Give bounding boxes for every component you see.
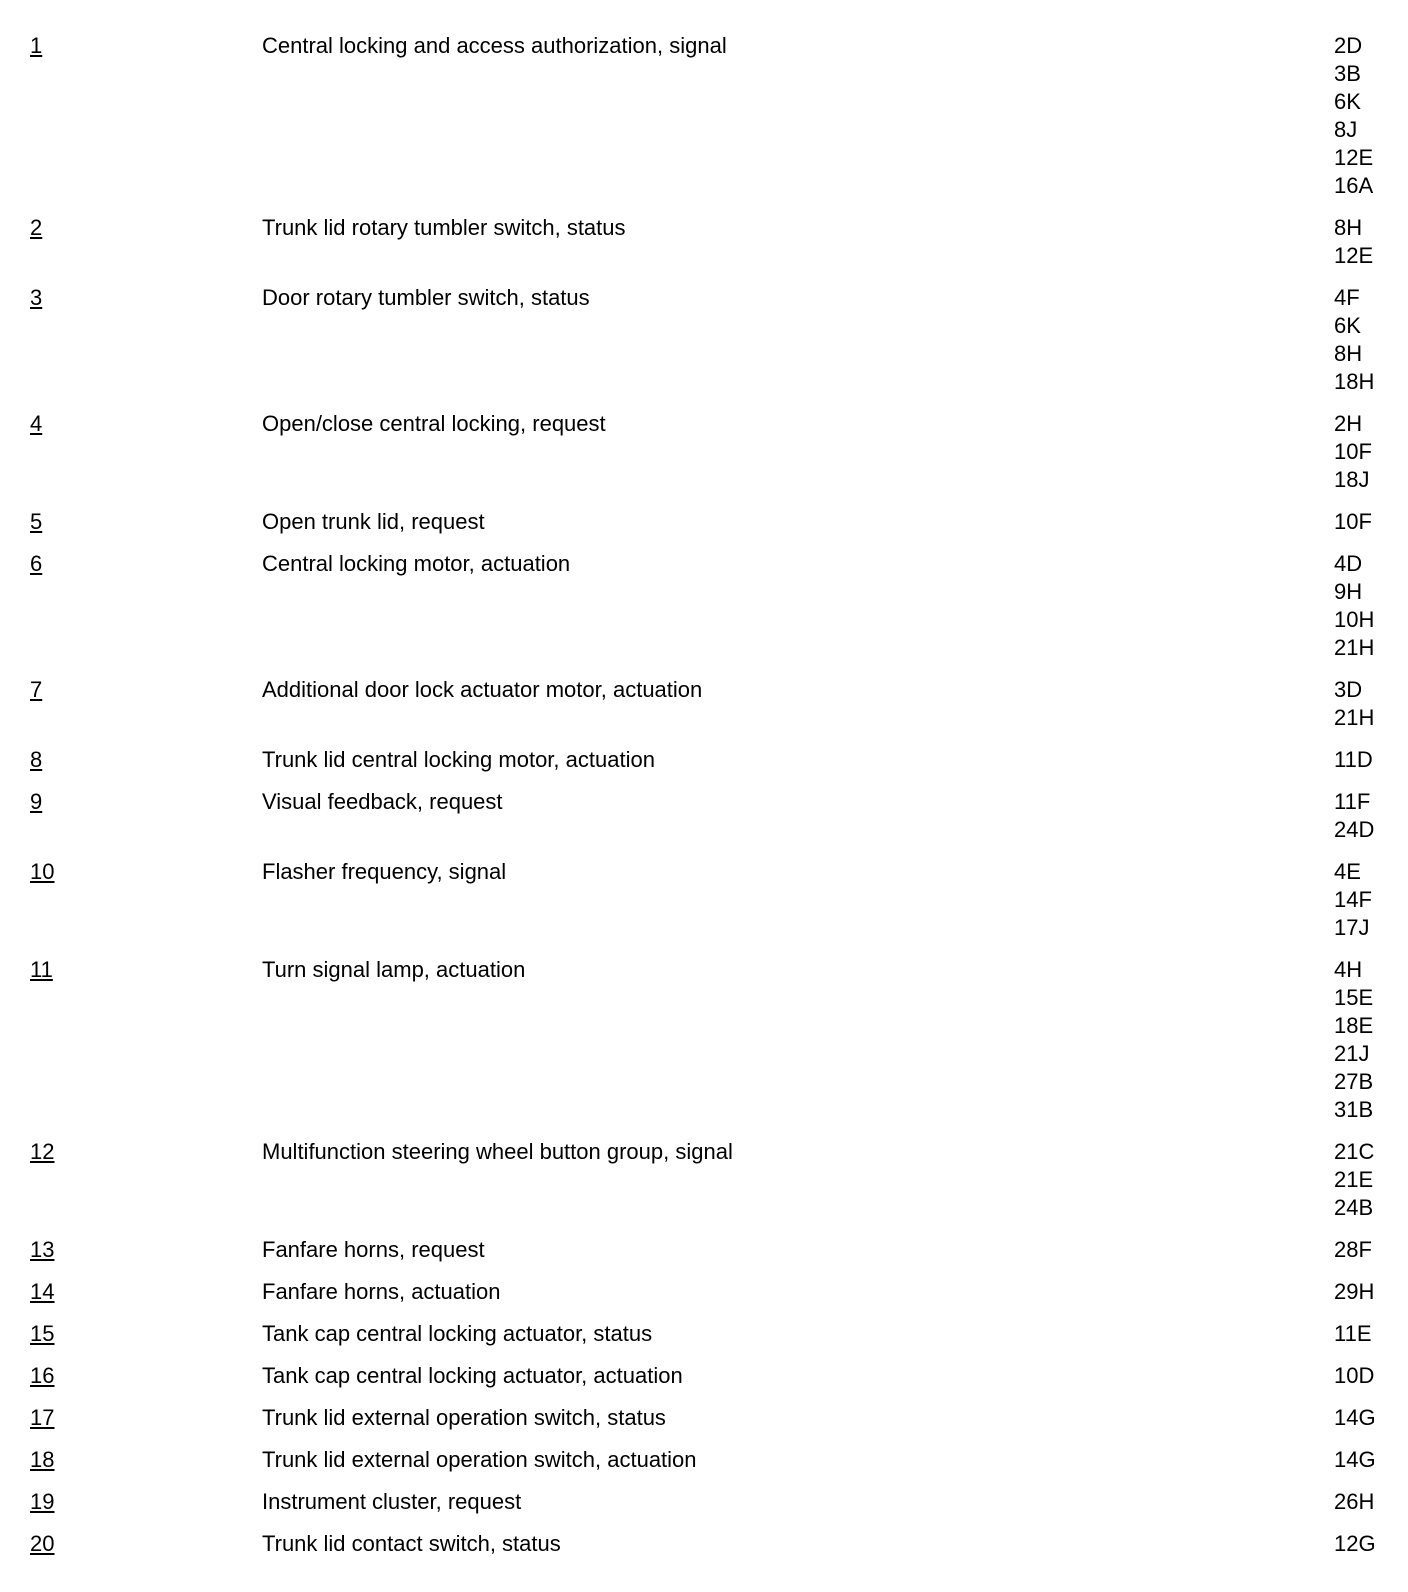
legend-row — [0, 1446, 1408, 1474]
grid-reference-list — [1334, 508, 1408, 536]
grid-reference: 2H — [1334, 411, 1363, 436]
legend-description: Trunk lid contact switch, status — [262, 1531, 561, 1556]
legend-row — [0, 1362, 1408, 1390]
grid-reference-list — [1334, 1138, 1408, 1222]
legend-description: Tank cap central locking actuator, actuation — [262, 1363, 683, 1388]
legend-number-link[interactable]: 12 — [30, 1139, 55, 1164]
grid-reference: 11F — [1334, 789, 1371, 814]
legend-row — [0, 1278, 1408, 1306]
legend-row — [0, 1138, 1408, 1222]
grid-reference: 14F — [1334, 887, 1372, 912]
grid-reference: 3D — [1334, 677, 1363, 702]
grid-reference-list — [1334, 1446, 1408, 1474]
grid-reference: 31B — [1334, 1097, 1374, 1122]
legend-description: Tank cap central locking actuator, status — [262, 1321, 653, 1346]
legend-description: Fanfare horns, actuation — [262, 1279, 501, 1304]
grid-reference: 24B — [1334, 1195, 1374, 1220]
legend-description: Trunk lid rotary tumbler switch, status — [262, 215, 626, 240]
grid-reference-list — [1334, 788, 1408, 844]
legend-number-link[interactable]: 17 — [30, 1405, 55, 1430]
legend-number-link[interactable]: 1 — [30, 33, 43, 58]
grid-reference: 8J — [1334, 117, 1358, 142]
grid-reference: 18H — [1334, 369, 1375, 394]
legend-row — [0, 1488, 1408, 1516]
legend-description: Fanfare horns, request — [262, 1237, 485, 1262]
grid-reference: 10F — [1334, 509, 1372, 534]
legend-row — [0, 214, 1408, 270]
legend-number-link[interactable]: 8 — [30, 747, 43, 772]
grid-reference: 12E — [1334, 243, 1374, 268]
grid-reference: 24D — [1334, 817, 1375, 842]
legend-number-link[interactable]: 11 — [30, 957, 53, 982]
grid-reference: 8H — [1334, 341, 1363, 366]
grid-reference: 14G — [1334, 1405, 1376, 1430]
grid-reference: 21H — [1334, 705, 1375, 730]
legend-description: Open/close central locking, request — [262, 411, 606, 436]
grid-reference: 28F — [1334, 1237, 1372, 1262]
legend-number-link[interactable]: 9 — [30, 789, 43, 814]
legend-description: Additional door lock actuator motor, actuation — [262, 677, 703, 702]
legend-description: Trunk lid central locking motor, actuation — [262, 747, 655, 772]
legend-row — [0, 746, 1408, 774]
grid-reference: 11D — [1334, 747, 1373, 772]
grid-reference-list — [1334, 32, 1408, 200]
grid-reference: 3B — [1334, 61, 1361, 86]
grid-reference-list — [1334, 284, 1408, 396]
legend-number-link[interactable]: 14 — [30, 1279, 55, 1304]
grid-reference: 10D — [1334, 1363, 1375, 1388]
grid-reference: 21H — [1334, 635, 1375, 660]
legend-row — [0, 788, 1408, 844]
legend-number-link[interactable]: 10 — [30, 859, 55, 884]
grid-reference-list — [1334, 1362, 1408, 1390]
legend-row — [0, 1530, 1408, 1558]
legend-row — [0, 1404, 1408, 1432]
grid-reference-list — [1334, 676, 1408, 732]
legend-description: Flasher frequency, signal — [262, 859, 507, 884]
legend-number-link[interactable]: 3 — [30, 285, 43, 310]
legend-number-link[interactable]: 13 — [30, 1237, 55, 1262]
legend-row — [0, 956, 1408, 1124]
grid-reference: 10F — [1334, 439, 1372, 464]
legend-row — [0, 1236, 1408, 1264]
legend-description: Instrument cluster, request — [262, 1489, 522, 1514]
grid-reference: 12G — [1334, 1531, 1376, 1556]
grid-reference-list — [1334, 1530, 1408, 1558]
legend-number-link[interactable]: 15 — [30, 1321, 55, 1346]
grid-reference: 12E — [1334, 145, 1374, 170]
grid-reference-list — [1334, 410, 1408, 494]
grid-reference: 27B — [1334, 1069, 1374, 1094]
grid-reference: 8H — [1334, 215, 1363, 240]
grid-reference: 21J — [1334, 1041, 1370, 1066]
grid-reference-list — [1334, 1320, 1408, 1348]
legend-description: Central locking motor, actuation — [262, 551, 571, 576]
legend-number-link[interactable]: 19 — [30, 1489, 55, 1514]
legend-description: Open trunk lid, request — [262, 509, 485, 534]
grid-reference: 18E — [1334, 1013, 1374, 1038]
grid-reference: 4H — [1334, 957, 1363, 982]
grid-reference: 4D — [1334, 551, 1363, 576]
legend-row — [0, 1320, 1408, 1348]
legend-description: Trunk lid external operation switch, status — [262, 1405, 666, 1430]
grid-reference: 29H — [1334, 1279, 1375, 1304]
legend-description: Multifunction steering wheel button group, signal — [262, 1139, 733, 1164]
grid-reference-list — [1334, 1236, 1408, 1264]
legend-description: Door rotary tumbler switch, status — [262, 285, 590, 310]
grid-reference-list — [1334, 1278, 1408, 1306]
grid-reference: 15E — [1334, 985, 1374, 1010]
grid-reference-list — [1334, 1404, 1408, 1432]
legend-description: Visual feedback, request — [262, 789, 503, 814]
legend-number-link[interactable]: 7 — [30, 677, 43, 702]
grid-reference: 16A — [1334, 173, 1374, 198]
legend-row — [0, 508, 1408, 536]
grid-reference: 4F — [1334, 285, 1360, 310]
grid-reference: 4E — [1334, 859, 1361, 884]
legend-row — [0, 32, 1408, 200]
legend-number-link[interactable]: 6 — [30, 551, 43, 576]
legend-row — [0, 550, 1408, 662]
grid-reference: 18J — [1334, 467, 1370, 492]
grid-reference: 26H — [1334, 1489, 1375, 1514]
legend-description: Central locking and access authorization, signal — [262, 33, 727, 58]
grid-reference: 21C — [1334, 1139, 1375, 1164]
grid-reference: 6K — [1334, 89, 1361, 114]
legend-row — [0, 284, 1408, 396]
legend-description: Trunk lid external operation switch, actuation — [262, 1447, 697, 1472]
grid-reference: 9H — [1334, 579, 1363, 604]
grid-reference: 10H — [1334, 607, 1375, 632]
legend-number-link[interactable]: 5 — [30, 509, 43, 534]
grid-reference-list — [1334, 214, 1408, 270]
legend-number-link[interactable]: 20 — [30, 1531, 55, 1556]
grid-reference-list — [1334, 746, 1408, 774]
grid-reference: 21E — [1334, 1167, 1374, 1192]
legend-number-link[interactable]: 16 — [30, 1363, 55, 1388]
legend-row — [0, 858, 1408, 942]
grid-reference-list — [1334, 956, 1408, 1124]
grid-reference-list — [1334, 550, 1408, 662]
grid-reference: 6K — [1334, 313, 1361, 338]
grid-reference: 11E — [1334, 1321, 1372, 1346]
grid-reference: 14G — [1334, 1447, 1376, 1472]
grid-reference: 17J — [1334, 915, 1370, 940]
legend-description: Turn signal lamp, actuation — [262, 957, 526, 982]
legend-number-link[interactable]: 4 — [30, 411, 43, 436]
signal-legend-list — [0, 32, 1408, 1572]
grid-reference: 2D — [1334, 33, 1363, 58]
legend-row — [0, 676, 1408, 732]
legend-number-link[interactable]: 2 — [30, 215, 43, 240]
legend-row — [0, 410, 1408, 494]
grid-reference-list — [1334, 858, 1408, 942]
grid-reference-list — [1334, 1488, 1408, 1516]
legend-number-link[interactable]: 18 — [30, 1447, 55, 1472]
